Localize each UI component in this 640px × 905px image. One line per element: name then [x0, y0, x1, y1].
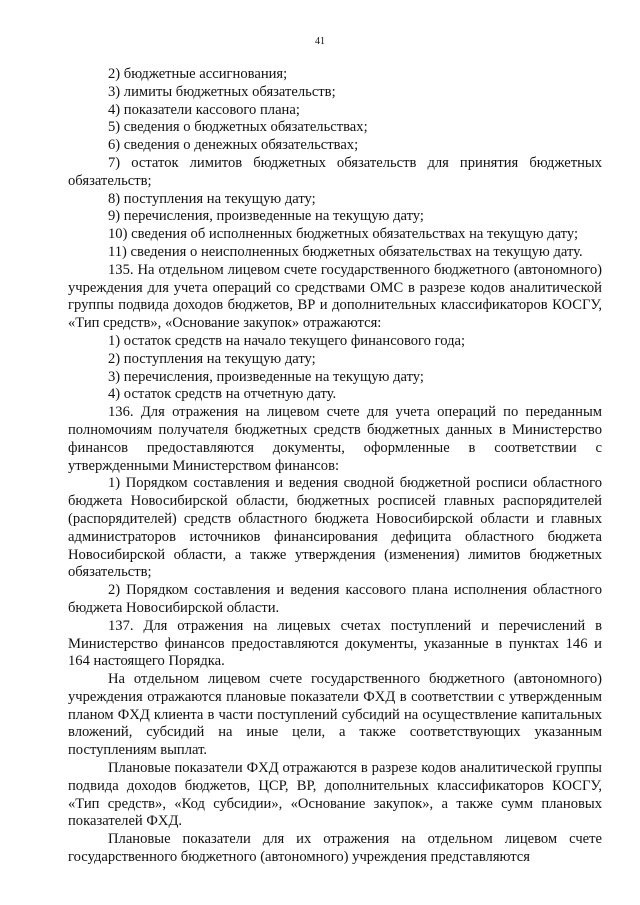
- document-body: [68, 66, 602, 867]
- list-item: 1) остаток средств на начало текущего финансового года;: [108, 332, 466, 349]
- list-item: 7) остаток лимитов бюджетных обязательств для принятия бюджетных обязательств;: [68, 154, 602, 189]
- list-item: 9) перечисления, произведенные на текущую дату;: [108, 208, 424, 225]
- paragraph-136: 136. Для отражения на лицевом счете для учета операций по переданным полномочиям получателя бюджетных средств бюджетных данных в Министерство финансов предоставляются документы, оформленные в соответствии с утвержденными Министерством финансов:: [68, 404, 602, 474]
- list-item: 3) лимиты бюджетных обязательств;: [108, 83, 336, 100]
- paragraph: На отдельном лицевом счете государственного бюджетного (автономного) учреждения отражаются плановые показатели ФХД в соответствии с утвержденным планом ФХД клиента в части поступлений субсидий на осуществление капитальных вложений, субсидий на иные цели, а также соответствующих указанным поступлениям выплат.: [68, 671, 602, 759]
- list-item: 5) сведения о бюджетных обязательствах;: [108, 119, 368, 136]
- paragraph-135: 135. На отдельном лицевом счете государственного бюджетного (автономного) учреждения для учета операций со средствами ОМС в разрезе кодов аналитической группы подвида доходов бюджетов, ВР и дополнительных классификаторов КОСГУ, «Тип средств», «Основание закупок» отражаются:: [68, 261, 602, 332]
- paragraph: Плановые показатели ФХД отражаются в разрезе кодов аналитической группы подвида доходов бюджетов, ЦСР, ВР, дополнительных классификаторов КОСГУ, «Тип средств», «Код субсидии», «Основание закупок», а также сумм плановых показателей ФХД.: [68, 760, 602, 830]
- list-item: 4) показатели кассового плана;: [108, 101, 300, 118]
- list-item: 11) сведения о неисполненных бюджетных обязательствах на текущую дату.: [108, 243, 583, 260]
- list-item: 10) сведения об исполненных бюджетных обязательствах на текущую дату;: [108, 226, 579, 243]
- list-item: 1) Порядком составления и ведения сводной бюджетной росписи областного бюджета Новосибирской области, бюджетных росписей главных распорядителей (распорядителей) средств областного бюджета Новосибирской области и главных администраторов источников финансирования дефицита областного бюджета Новосибирской области, а также утверждения (изменения) лимитов бюджетных обязательств;: [68, 475, 602, 581]
- page-number: 41: [315, 36, 325, 47]
- list-item: 2) бюджетные ассигнования;: [108, 66, 288, 82]
- paragraph-137: 137. Для отражения на лицевых счетах поступлений и перечислений в Министерство финансов предоставляются документы, указанные в пунктах 146 и 164 настоящего Порядка.: [68, 617, 602, 670]
- list-item: 3) перечисления, произведенные на текущую дату;: [108, 368, 424, 385]
- list-item: 8) поступления на текущую дату;: [108, 190, 316, 207]
- list-item: 6) сведения о денежных обязательствах;: [108, 137, 359, 154]
- paragraph: Плановые показатели для их отражения на отдельном лицевом счете государственного бюджетного (автономного) учреждения представляются: [68, 831, 602, 866]
- list-item: 2) Порядком составления и ведения кассового плана исполнения областного бюджета Новосибирской области.: [68, 582, 602, 616]
- list-item: 4) остаток средств на отчетную дату.: [108, 386, 337, 403]
- list-item: 2) поступления на текущую дату;: [108, 350, 316, 367]
